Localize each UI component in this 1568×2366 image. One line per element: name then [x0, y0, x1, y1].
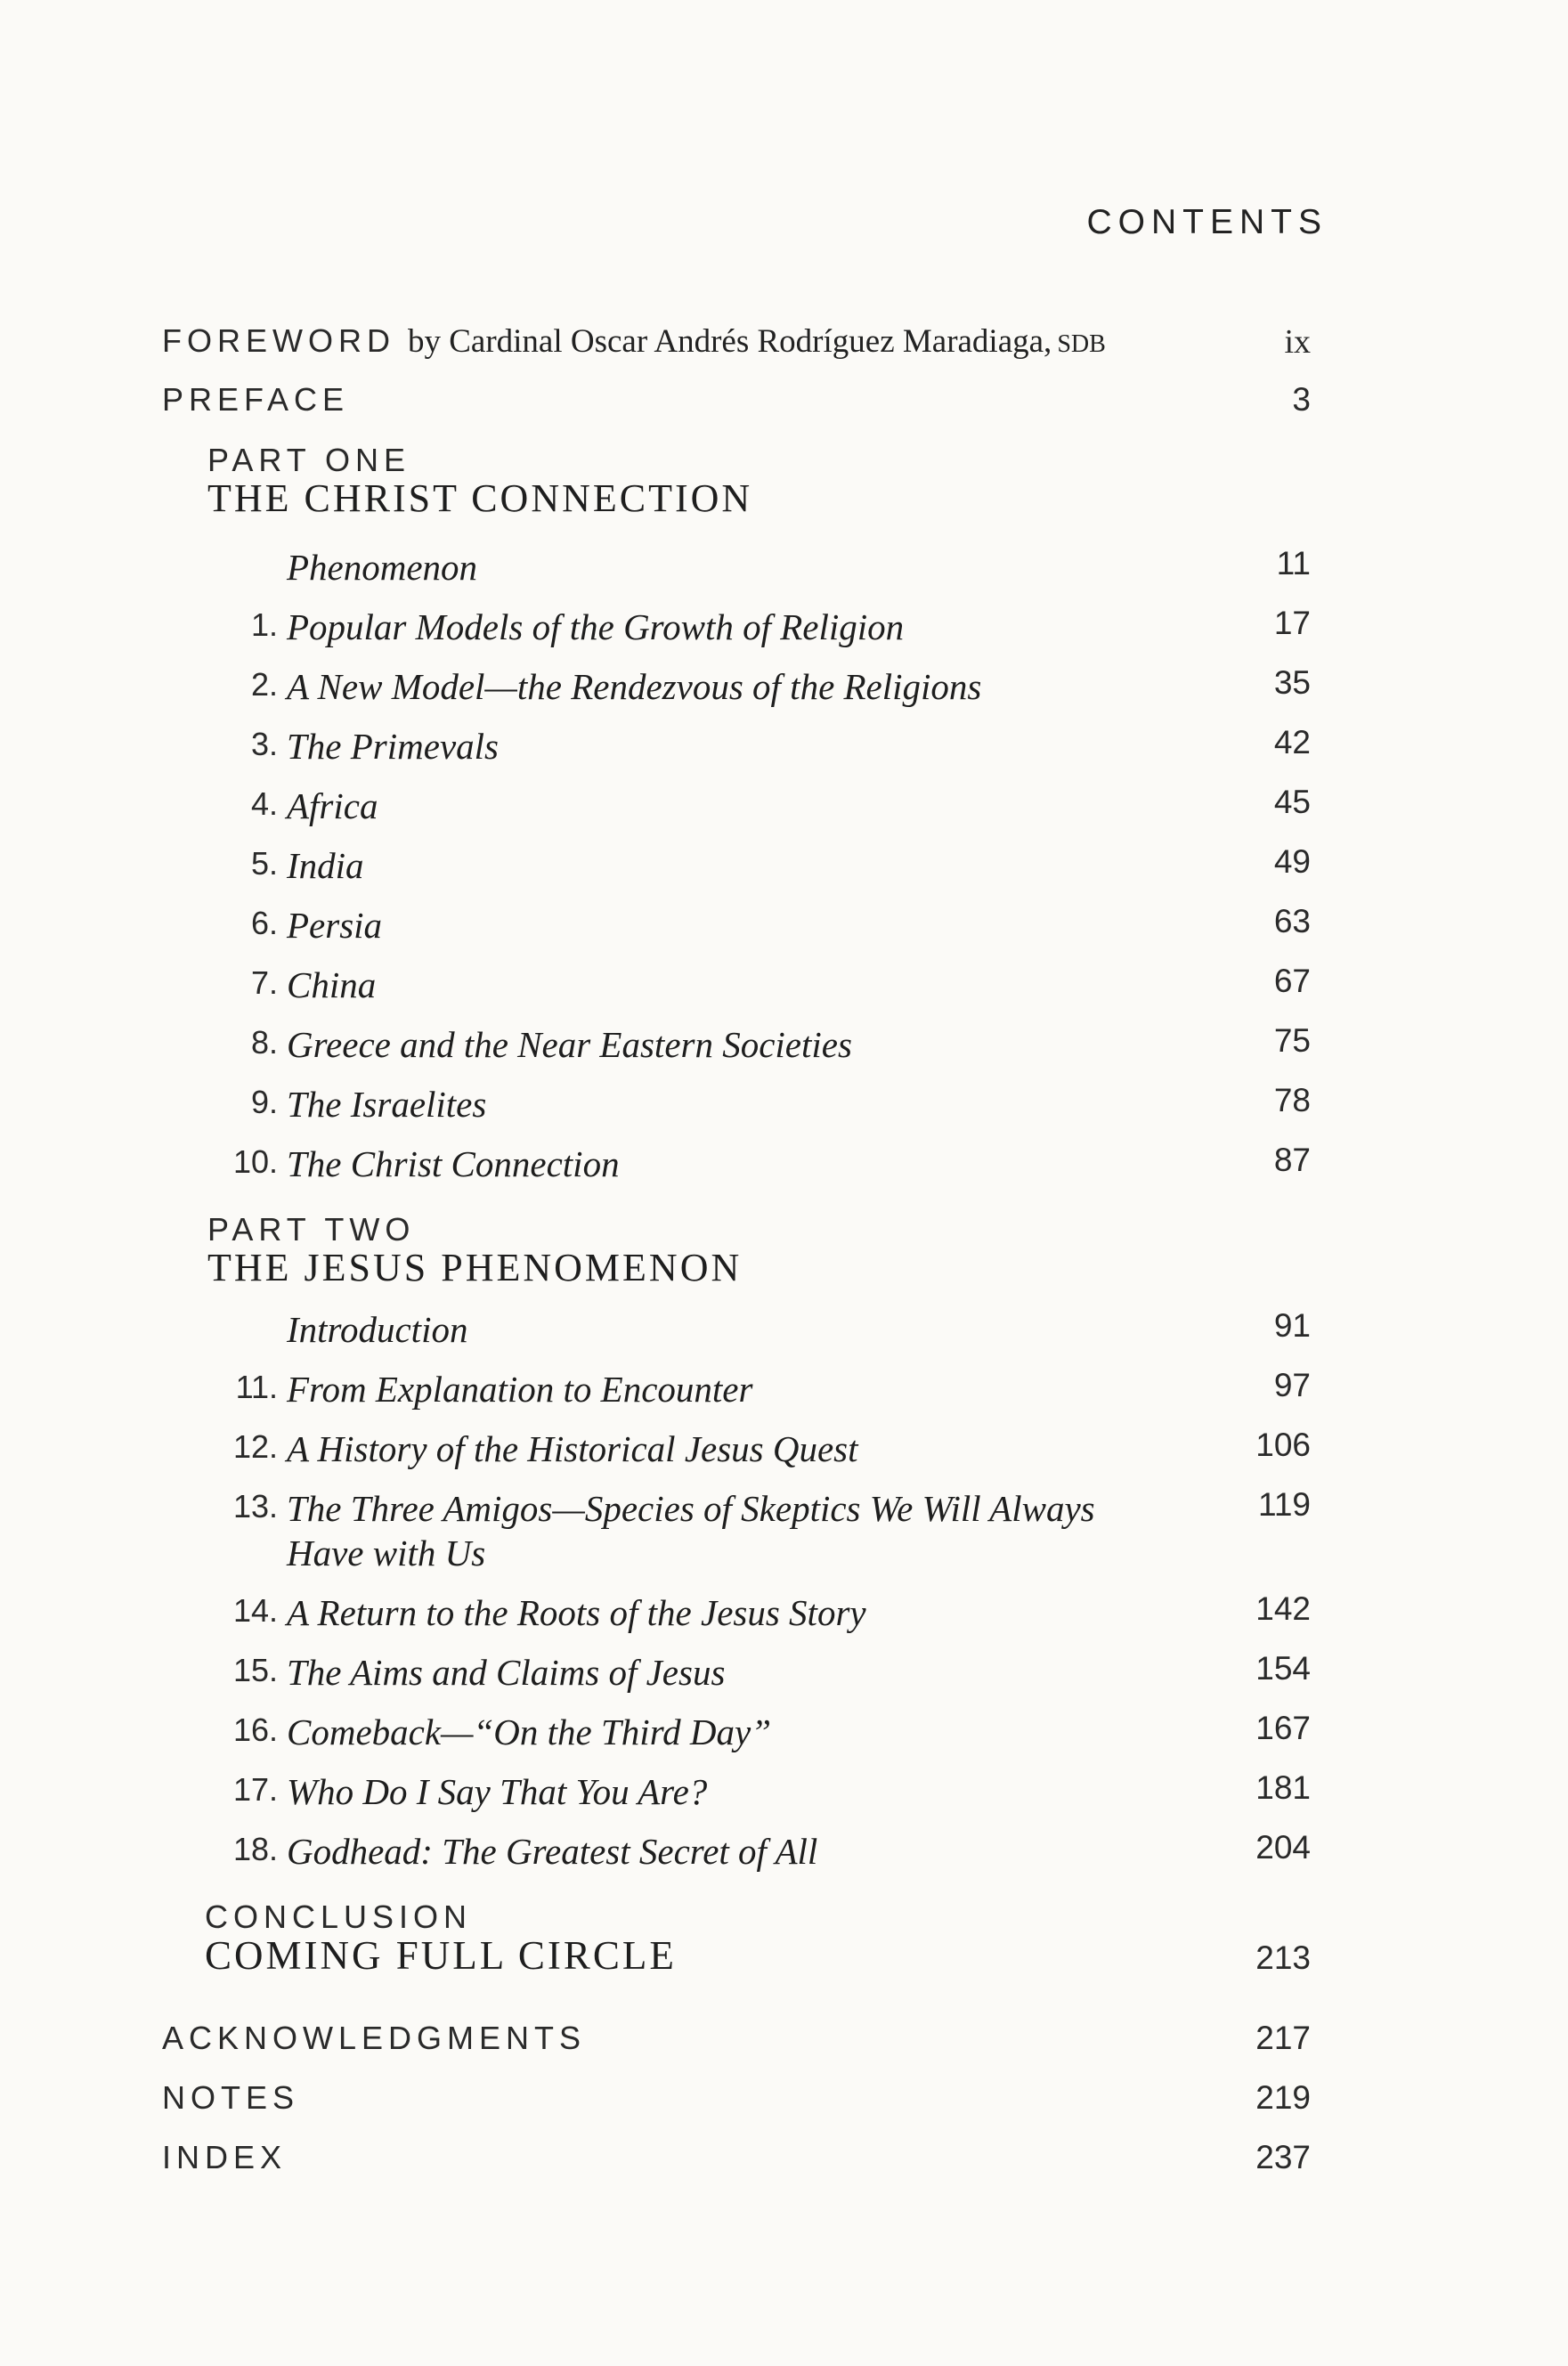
- chapter-title: Comeback—“On the Third Day”: [287, 1711, 771, 1752]
- chapter-number: 9.: [250, 1084, 278, 1120]
- chapter-title: Phenomenon: [287, 547, 478, 588]
- toc-entry-chapter[interactable]: [162, 724, 1311, 777]
- chapter-number: 8.: [250, 1024, 278, 1061]
- entry-label: ACKNOWLEDGMENTS: [162, 2020, 587, 2056]
- chapter-number: 18.: [232, 1831, 278, 1867]
- toc-entry-chapter[interactable]: [162, 843, 1311, 897]
- page-number: 204: [1255, 1829, 1311, 1866]
- page-number: 42: [1273, 724, 1311, 760]
- chapter-number: 10.: [232, 1143, 278, 1180]
- page-number: 11: [1276, 545, 1311, 581]
- toc-entry-chapter[interactable]: [162, 1769, 1311, 1823]
- toc-entry-chapter[interactable]: [162, 545, 1311, 598]
- chapter-title: Who Do I Say That You Are?: [287, 1771, 708, 1812]
- page-number: ix: [1284, 323, 1311, 361]
- page-title: CONTENTS: [1086, 203, 1328, 241]
- part-one-label: PART ONE: [207, 442, 411, 478]
- toc-entry-chapter[interactable]: [162, 1590, 1311, 1644]
- toc-entry-chapter[interactable]: [162, 963, 1311, 1016]
- chapter-title: Introduction: [287, 1309, 468, 1350]
- toc-entry-chapter[interactable]: [162, 605, 1311, 658]
- page-number: 219: [1255, 2079, 1311, 2116]
- toc-entry-chapter[interactable]: [162, 664, 1311, 718]
- toc-entry-chapter[interactable]: [162, 1142, 1311, 1195]
- chapter-title-continued: Have with Us: [287, 1533, 486, 1573]
- toc-entry-chapter[interactable]: [162, 1829, 1311, 1882]
- toc-entry-chapter[interactable]: [162, 1427, 1311, 1480]
- page-number: 35: [1273, 664, 1311, 701]
- conclusion-label: CONCLUSION: [205, 1898, 473, 1935]
- chapter-number: 7.: [250, 964, 278, 1001]
- toc-entry-chapter[interactable]: [162, 1367, 1311, 1420]
- entry-label: FOREWORD: [162, 322, 395, 359]
- part-two-label: PART TWO: [207, 1211, 416, 1248]
- page-number: 67: [1273, 963, 1311, 999]
- page-number: 154: [1255, 1650, 1311, 1687]
- toc-entry-notes[interactable]: [162, 2079, 1311, 2133]
- part-two-title: THE JESUS PHENOMENON: [207, 1246, 743, 1289]
- chapter-number: 3.: [250, 726, 278, 762]
- chapter-title: From Explanation to Encounter: [287, 1369, 753, 1410]
- chapter-number: 13.: [232, 1488, 278, 1524]
- toc-entry-chapter[interactable]: [162, 784, 1311, 837]
- toc-entry-foreword[interactable]: [162, 322, 1311, 376]
- toc-entry-preface[interactable]: [162, 381, 1311, 435]
- chapter-title: The Aims and Claims of Jesus: [287, 1652, 726, 1693]
- conclusion-page-number: 213: [1255, 1939, 1311, 1976]
- chapter-title: Godhead: The Greatest Secret of All: [287, 1831, 818, 1872]
- chapter-number: 5.: [250, 845, 278, 882]
- chapter-title: A New Model—the Rendezvous of the Religions: [287, 666, 982, 707]
- chapter-title: A History of the Historical Jesus Quest: [287, 1428, 858, 1469]
- chapter-title: China: [287, 964, 377, 1005]
- toc-entry-chapter[interactable]: [162, 1022, 1311, 1076]
- chapter-title: Greece and the Near Eastern Societies: [287, 1024, 852, 1065]
- page-number: 91: [1273, 1307, 1311, 1344]
- chapter-number: 12.: [232, 1428, 278, 1465]
- page-number: 237: [1255, 2139, 1311, 2175]
- page-number: 63: [1273, 903, 1311, 939]
- page-number: 49: [1273, 843, 1311, 880]
- chapter-number: 4.: [250, 785, 278, 822]
- entry-detail: by Cardinal Oscar Andrés Rodríguez Maradiaga,: [407, 323, 1052, 360]
- page-number: 3: [1292, 381, 1311, 418]
- chapter-number: 15.: [232, 1652, 278, 1688]
- chapter-title: Popular Models of the Growth of Religion: [287, 606, 905, 647]
- entry-detail-suffix: SDB: [1057, 330, 1106, 358]
- page-number: 181: [1255, 1769, 1311, 1806]
- chapter-number: 6.: [250, 905, 278, 941]
- toc-entry-index[interactable]: [162, 2139, 1311, 2192]
- entry-label: INDEX: [162, 2139, 288, 2175]
- chapter-title: Africa: [287, 785, 378, 826]
- page-number: 78: [1273, 1082, 1311, 1118]
- page-number: 217: [1255, 2020, 1311, 2056]
- conclusion-title[interactable]: COMING FULL CIRCLE: [205, 1933, 677, 1978]
- chapter-title: The Israelites: [287, 1084, 487, 1125]
- toc-entry-chapter[interactable]: [162, 903, 1311, 956]
- toc-entry-chapter[interactable]: [162, 1486, 1311, 1584]
- chapter-number: 16.: [232, 1711, 278, 1748]
- toc-entry-chapter[interactable]: [162, 1082, 1311, 1135]
- page-number: 119: [1258, 1486, 1311, 1523]
- toc-entry-chapter[interactable]: [162, 1650, 1311, 1703]
- chapter-number: 2.: [250, 666, 278, 703]
- toc-entry-chapter[interactable]: [162, 1307, 1311, 1361]
- part-one-title: THE CHRIST CONNECTION: [207, 476, 753, 520]
- entry-label: NOTES: [162, 2079, 300, 2116]
- page-number: 97: [1273, 1367, 1311, 1403]
- page-number: 167: [1255, 1710, 1311, 1746]
- page-number: 142: [1255, 1590, 1311, 1627]
- chapter-number: 17.: [232, 1771, 278, 1808]
- page-number: 75: [1273, 1022, 1311, 1059]
- page-number: 17: [1273, 605, 1311, 641]
- chapter-title: India: [287, 845, 364, 886]
- toc-entry-acknowledgments[interactable]: [162, 2020, 1311, 2073]
- chapter-title: The Christ Connection: [287, 1143, 620, 1184]
- page-number: 45: [1273, 784, 1311, 820]
- toc-entry-chapter[interactable]: [162, 1710, 1311, 1763]
- chapter-number: 14.: [232, 1592, 278, 1629]
- chapter-title: The Primevals: [287, 726, 499, 767]
- entry-label: PREFACE: [162, 381, 350, 418]
- page-number: 106: [1255, 1427, 1311, 1463]
- chapter-number: 11.: [235, 1369, 278, 1405]
- chapter-title: A Return to the Roots of the Jesus Story: [287, 1592, 866, 1633]
- chapter-title: Persia: [287, 905, 383, 946]
- page-number: 87: [1273, 1142, 1311, 1178]
- chapter-number: 1.: [250, 606, 278, 643]
- chapter-title: The Three Amigos—Species of Skeptics We Will Always: [287, 1488, 1095, 1529]
